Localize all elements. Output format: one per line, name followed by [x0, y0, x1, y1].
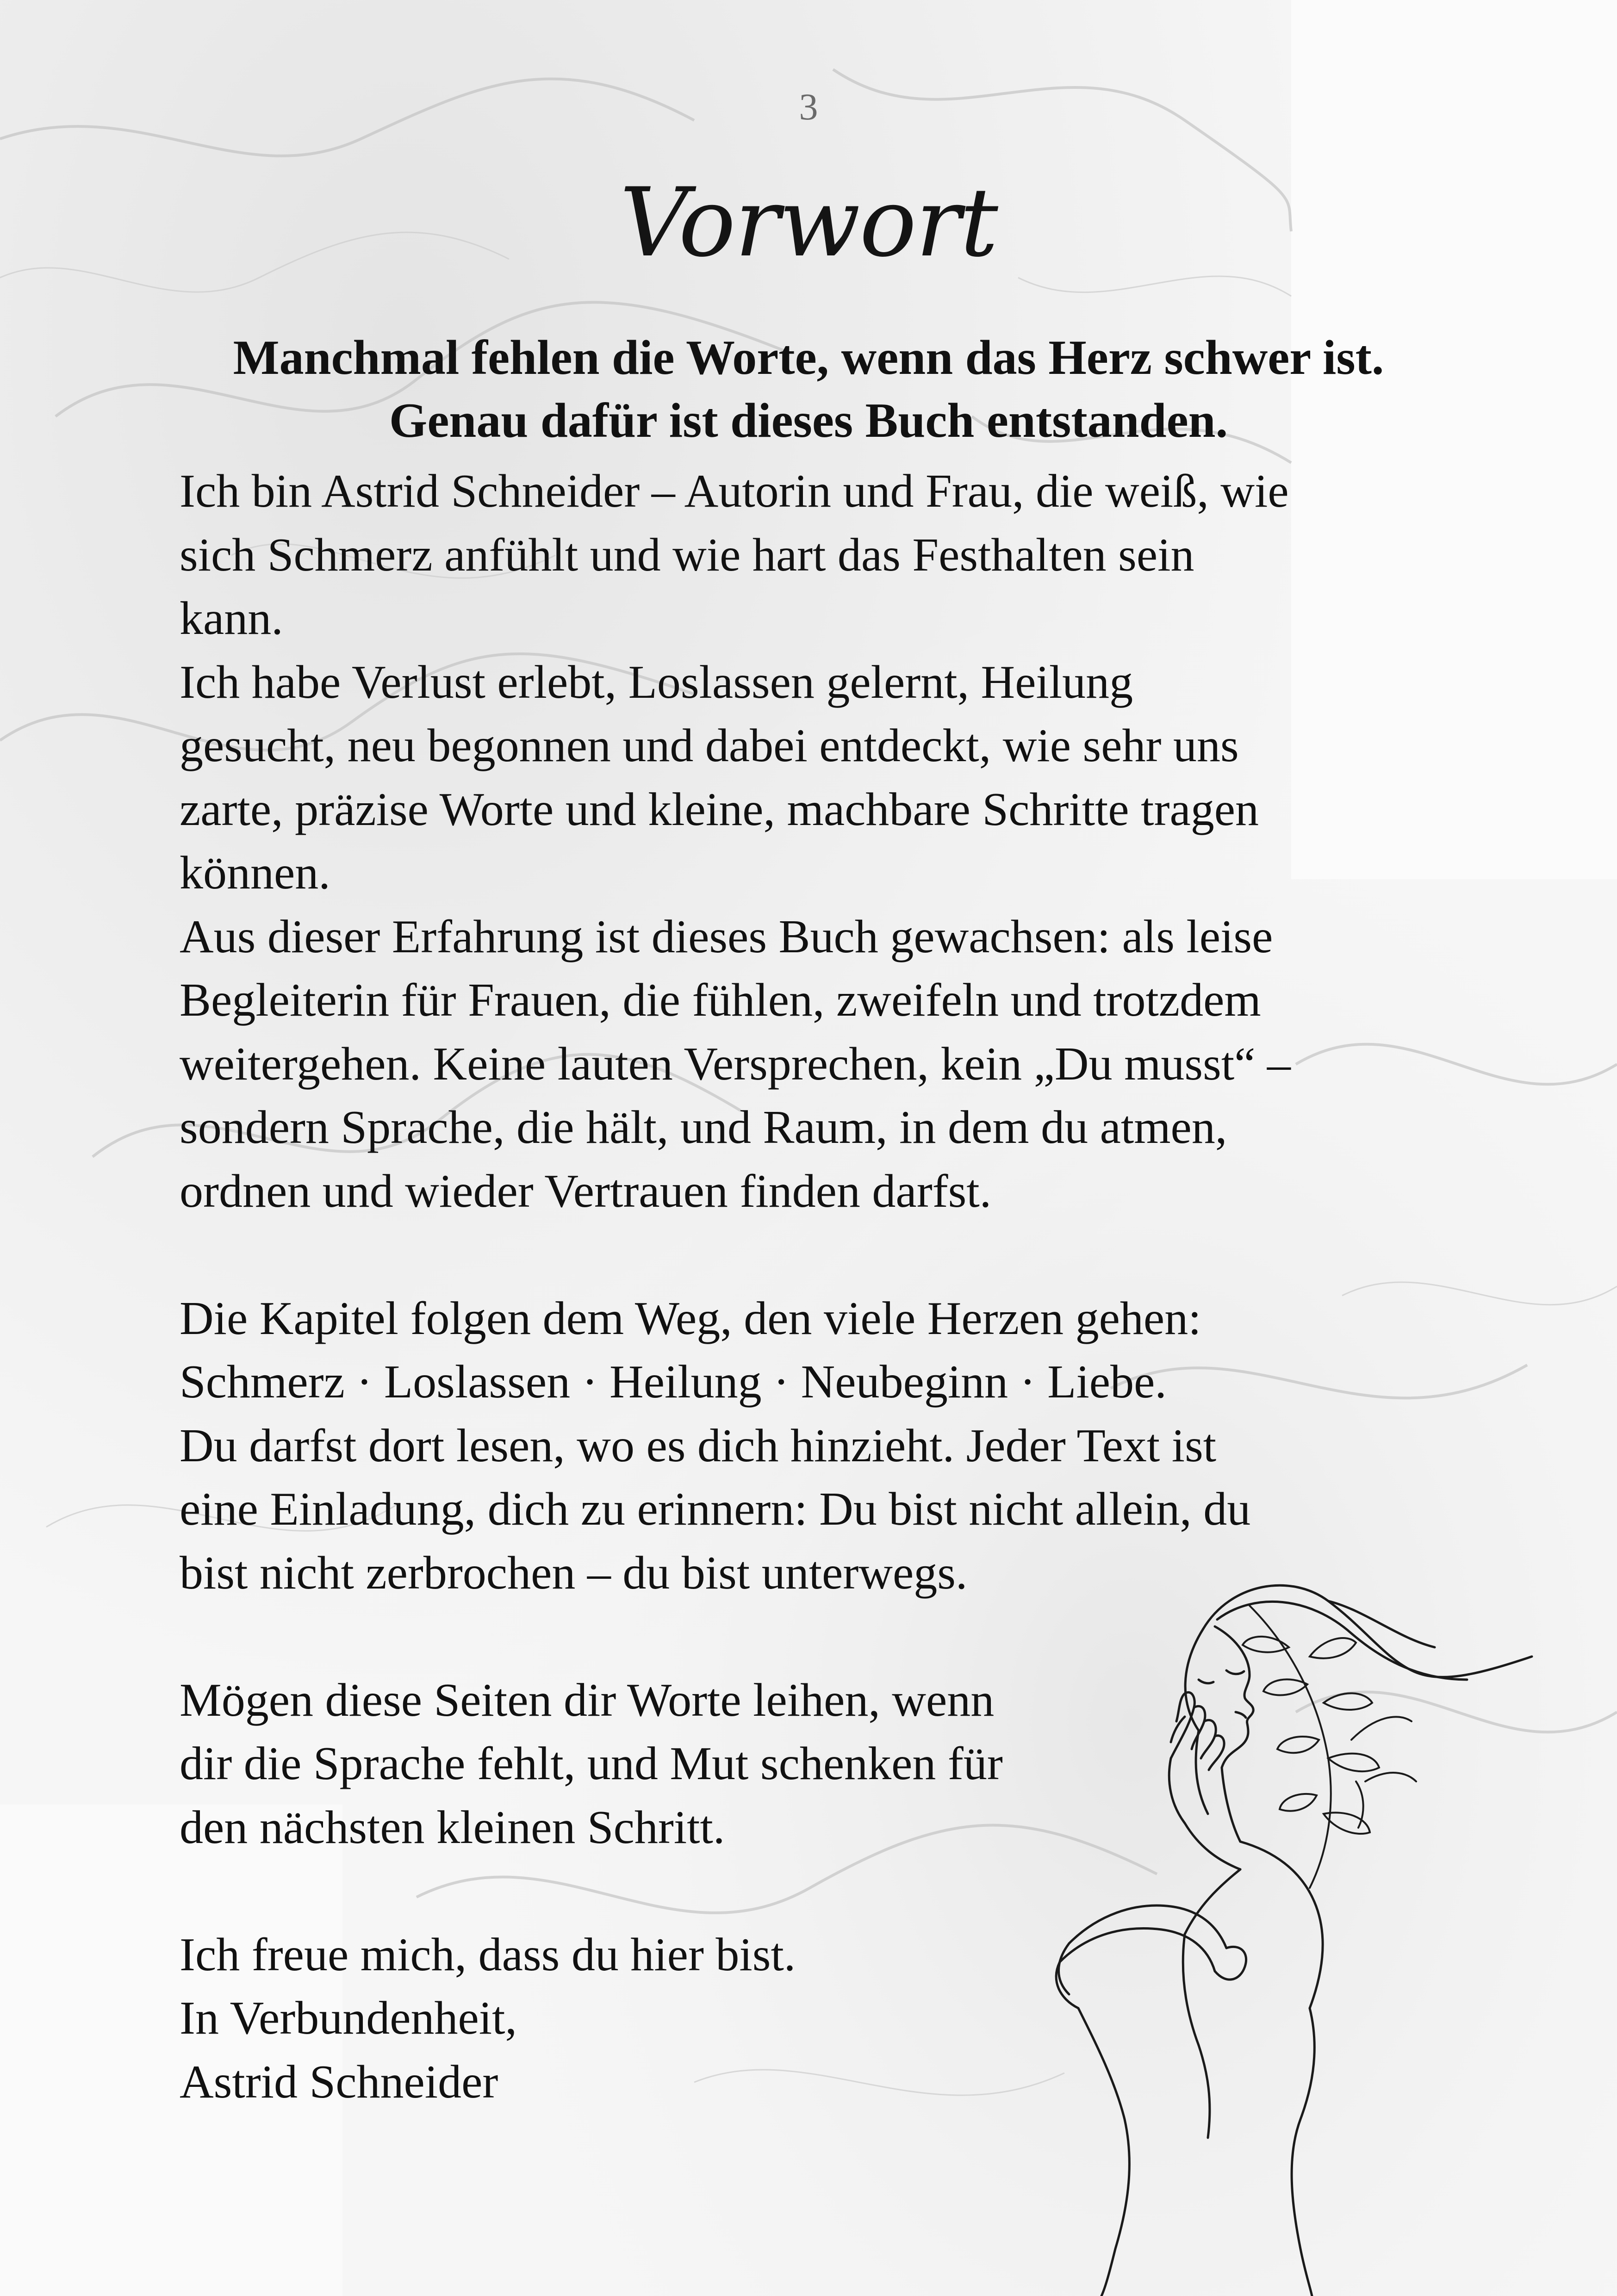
intro-line: Manchmal fehlen die Worte, wenn das Herz schwer ist. [233, 330, 1384, 385]
body-line: Ich habe Verlust erlebt, Loslassen gelernt, Heilung [180, 656, 1133, 708]
body-line: zarte, präzise Worte und kleine, machbare Schritte tragen [180, 783, 1259, 836]
body-line: Ich freue mich, dass du hier bist. [180, 1928, 796, 1981]
body-line: den nächsten kleinen Schritt. [180, 1801, 725, 1854]
body-line: ordnen und wieder Vertrauen finden darfst. [180, 1165, 992, 1217]
body-line: eine Einladung, dich zu erinnern: Du bist nicht allein, du [180, 1483, 1251, 1535]
body-line: weitergehen. Keine lauten Versprechen, kein „Du musst“ – [180, 1037, 1291, 1090]
body-line: gesucht, neu begonnen und dabei entdeckt, wie sehr uns [180, 720, 1239, 772]
body-text [180, 459, 1466, 2114]
body-line: Schmerz · Loslassen · Heilung · Neubeginn · Liebe. [180, 1356, 1167, 1408]
body-line: Du darfst dort lesen, wo es dich hinzieht. Jeder Text ist [180, 1419, 1217, 1472]
page-number: 3 [799, 86, 818, 128]
page-title: Vorwort [620, 168, 997, 278]
body-line: sich Schmerz anfühlt und wie hart das Festhalten sein [180, 528, 1194, 581]
body-line: können. [180, 847, 330, 899]
body-line: Aus dieser Erfahrung ist dieses Buch gewachsen: als leise [180, 910, 1273, 963]
body-line: Begleiterin für Frauen, die fühlen, zweifeln und trotzdem [180, 974, 1261, 1026]
body-line [180, 1605, 1466, 1669]
intro-line: Genau dafür ist dieses Buch entstanden. [389, 393, 1228, 447]
body-line: Ich bin Astrid Schneider – Autorin und Frau, die weiß, wie [180, 465, 1289, 517]
body-line: kann. [180, 592, 283, 645]
body-line: Mögen diese Seiten dir Worte leihen, wenn [180, 1674, 995, 1726]
body-line: In Verbundenheit, [180, 1992, 517, 2044]
intro-heading [0, 326, 1617, 452]
body-line: bist nicht zerbrochen – du bist unterwegs. [180, 1546, 968, 1599]
body-line: Astrid Schneider [180, 2055, 498, 2108]
body-line [180, 1859, 1466, 1923]
body-line: sondern Sprache, die hält, und Raum, in dem du atmen, [180, 1101, 1227, 1154]
body-line: Die Kapitel folgen dem Weg, den viele Herzen gehen: [180, 1292, 1201, 1345]
body-line: dir die Sprache fehlt, und Mut schenken für [180, 1738, 1003, 1790]
body-line [180, 1223, 1466, 1287]
